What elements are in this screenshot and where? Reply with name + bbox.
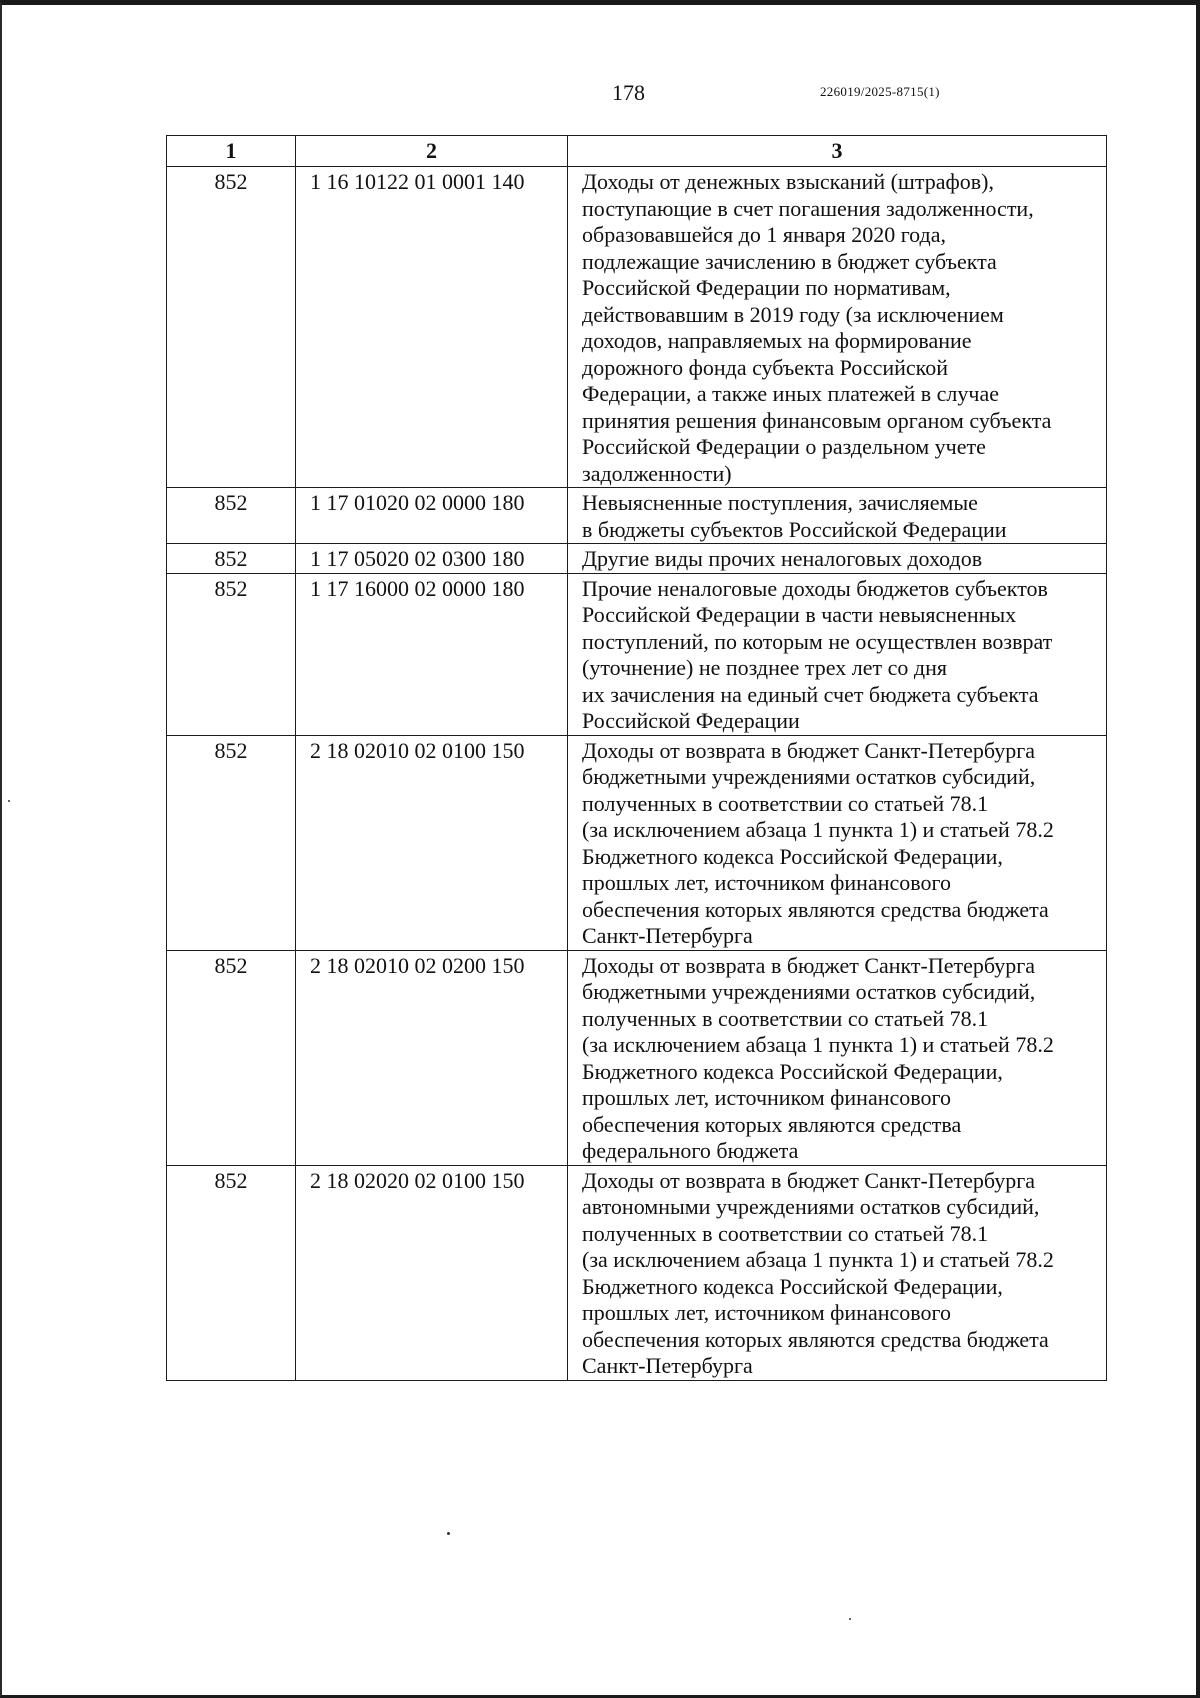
revenue-codes-table bbox=[166, 135, 1107, 1381]
revenue-name-line: Доходы от возврата в бюджет Санкт-Петербурга bbox=[582, 1167, 1036, 1193]
revenue-name-line: (за исключением абзаца 1 пункта 1) и статьей 78.2 bbox=[582, 1247, 1054, 1272]
revenue-name-line: доходов, направляемых на формирование bbox=[582, 328, 972, 353]
revenue-name-line: прошлых лет, источником финансового bbox=[582, 1300, 951, 1325]
revenue-name-line: (за исключением абзаца 1 пункта 1) и статьей 78.2 bbox=[582, 817, 1054, 842]
revenue-name-line: Российской Федерации о раздельном учете bbox=[582, 434, 986, 459]
revenue-name-cell bbox=[568, 1165, 1107, 1380]
budget-classification-code-cell: 1 17 01020 02 0000 180 bbox=[296, 488, 568, 544]
table-row bbox=[167, 488, 1107, 544]
revenue-name-line: Бюджетного кодекса Российской Федерации, bbox=[582, 1273, 1003, 1299]
admin-code-cell: 852 bbox=[167, 167, 296, 488]
budget-classification-code-cell: 2 18 02010 02 0200 150 bbox=[296, 950, 568, 1165]
revenue-name-line: бюджетными учреждениями остатков субсидий, bbox=[582, 764, 1036, 789]
revenue-name-line: Санкт-Петербурга bbox=[582, 923, 753, 948]
revenue-name-line: в бюджеты субъектов Российской Федерации bbox=[582, 516, 1007, 542]
revenue-name-line: их зачисления на единый счет бюджета субъекта bbox=[582, 681, 1039, 707]
revenue-name-cell bbox=[568, 488, 1107, 544]
budget-classification-code-cell: 1 17 16000 02 0000 180 bbox=[296, 573, 568, 735]
column-header-3: 3 bbox=[568, 136, 1107, 167]
revenue-name-line: автономными учреждениями остатков субсидий, bbox=[582, 1194, 1040, 1219]
revenue-name-line: федерального бюджета bbox=[582, 1138, 799, 1163]
revenue-name-line: (за исключением абзаца 1 пункта 1) и статьей 78.2 bbox=[582, 1032, 1054, 1057]
revenue-name-line: подлежащие зачислению в бюджет субъекта bbox=[582, 248, 997, 274]
admin-code-cell: 852 bbox=[167, 735, 296, 950]
revenue-name-line: обеспечения которых являются средства бюджета bbox=[582, 1326, 1049, 1352]
revenue-name-line: обеспечения которых являются средства bbox=[582, 1111, 962, 1137]
revenue-name-line: Доходы от денежных взысканий (штрафов), bbox=[582, 169, 994, 194]
page-number: 178 bbox=[612, 80, 645, 105]
budget-classification-code-cell: 2 18 02020 02 0100 150 bbox=[296, 1165, 568, 1380]
revenue-name-line: полученных в соответствии со статьей 78.1 bbox=[582, 1005, 989, 1031]
revenue-name-line: полученных в соответствии со статьей 78.1 bbox=[582, 1220, 989, 1246]
revenue-name-line: поступающие в счет погашения задолженности, bbox=[582, 195, 1034, 221]
revenue-name-cell bbox=[568, 950, 1107, 1165]
revenue-name-line: полученных в соответствии со статьей 78.1 bbox=[582, 790, 989, 816]
revenue-name-line: принятия решения финансовым органом субъекта bbox=[582, 407, 1052, 433]
budget-classification-code-cell: 1 16 10122 01 0001 140 bbox=[296, 167, 568, 488]
table-row bbox=[167, 735, 1107, 950]
admin-code-cell: 852 bbox=[167, 573, 296, 735]
revenue-name-line: дорожного фонда субъекта Российской bbox=[582, 354, 949, 380]
revenue-name-cell bbox=[568, 167, 1107, 488]
column-header-2: 2 bbox=[296, 136, 568, 167]
revenue-name-line: Другие виды прочих неналоговых доходов bbox=[582, 546, 983, 571]
revenue-name-cell bbox=[568, 735, 1107, 950]
revenue-name-line: Прочие неналоговые доходы бюджетов субъектов bbox=[582, 575, 1048, 601]
revenue-name-line: задолженности) bbox=[582, 460, 732, 486]
revenue-name-line: действовавшим в 2019 году (за исключением bbox=[582, 301, 1004, 327]
revenue-name-cell bbox=[568, 544, 1107, 574]
admin-code-cell: 852 bbox=[167, 488, 296, 544]
admin-code-cell: 852 bbox=[167, 950, 296, 1165]
revenue-name-line: Санкт-Петербурга bbox=[582, 1353, 753, 1378]
revenue-name-line: Доходы от возврата в бюджет Санкт-Петербурга bbox=[582, 737, 1036, 763]
revenue-name-line: (уточнение) не позднее трех лет со дня bbox=[582, 655, 947, 680]
revenue-name-cell bbox=[568, 573, 1107, 735]
revenue-codes-table-wrapper bbox=[166, 135, 1106, 1381]
table-row bbox=[167, 573, 1107, 735]
revenue-name-line: Бюджетного кодекса Российской Федерации, bbox=[582, 843, 1003, 869]
budget-classification-code-cell: 2 18 02010 02 0100 150 bbox=[296, 735, 568, 950]
table-body bbox=[167, 167, 1107, 1381]
table-header-row bbox=[167, 136, 1107, 167]
budget-classification-code-cell: 1 17 05020 02 0300 180 bbox=[296, 544, 568, 574]
revenue-name-line: обеспечения которых являются средства бюджета bbox=[582, 896, 1049, 922]
revenue-name-line: Невыясненные поступления, зачисляемые bbox=[582, 490, 978, 515]
table-row bbox=[167, 167, 1107, 488]
revenue-name-line: прошлых лет, источником финансового bbox=[582, 1085, 951, 1110]
revenue-name-line: образовавшейся до 1 января 2020 года, bbox=[582, 222, 946, 247]
revenue-name-line: Бюджетного кодекса Российской Федерации, bbox=[582, 1058, 1003, 1084]
admin-code-cell: 852 bbox=[167, 1165, 296, 1380]
table-row bbox=[167, 544, 1107, 574]
revenue-name-line: Доходы от возврата в бюджет Санкт-Петербурга bbox=[582, 952, 1036, 978]
column-header-1: 1 bbox=[167, 136, 296, 167]
revenue-name-line: поступлений, по которым не осуществлен возврат bbox=[582, 628, 1053, 654]
admin-code-cell: 852 bbox=[167, 544, 296, 574]
revenue-name-line: Российской Федерации bbox=[582, 708, 800, 733]
table-row bbox=[167, 950, 1107, 1165]
table-row bbox=[167, 1165, 1107, 1380]
revenue-name-line: Федерации, а также иных платежей в случае bbox=[582, 381, 1000, 406]
document-id: 226019/2025-8715(1) bbox=[820, 84, 940, 99]
revenue-name-line: Российской Федерации в части невыясненных bbox=[582, 602, 1017, 627]
revenue-name-line: бюджетными учреждениями остатков субсидий, bbox=[582, 979, 1036, 1004]
scan-speck bbox=[447, 1532, 450, 1535]
scan-speck bbox=[8, 800, 10, 802]
revenue-name-line: прошлых лет, источником финансового bbox=[582, 870, 951, 895]
revenue-name-line: Российской Федерации по нормативам, bbox=[582, 275, 951, 300]
scan-speck bbox=[849, 1618, 851, 1620]
